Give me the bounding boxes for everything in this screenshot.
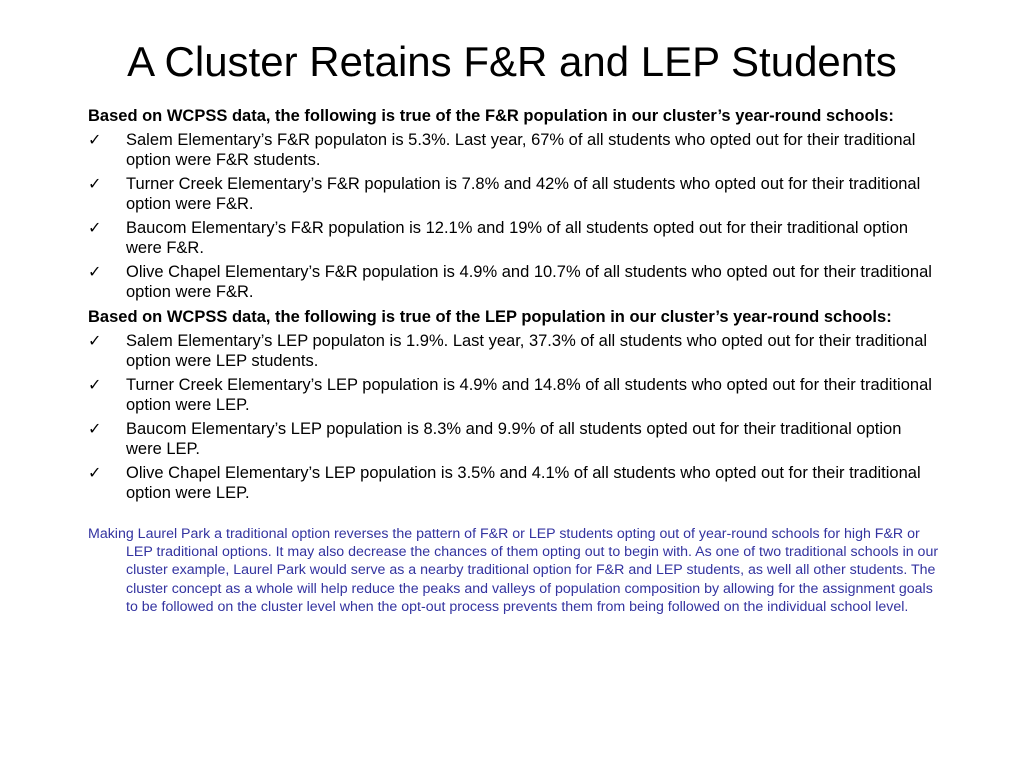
- check-icon: ✓: [88, 220, 102, 237]
- list-item-text: Baucom Elementary’s F&R population is 12.1% and 19% of all students opted out for their traditional option were F&R.: [126, 219, 909, 257]
- list-item: [88, 420, 940, 459]
- slide-title: A Cluster Retains F&R and LEP Students: [127, 38, 897, 85]
- list-item: [88, 464, 940, 503]
- list-item: [88, 219, 940, 258]
- list-item: [88, 131, 940, 170]
- lep-checklist: [88, 332, 940, 503]
- list-item: [88, 175, 940, 214]
- list-item-text: Salem Elementary’s LEP populaton is 1.9%. Last year, 37.3% of all students who opted out for their traditional option were LEP students.: [126, 332, 928, 370]
- check-icon: ✓: [88, 465, 102, 482]
- slide-content: [88, 106, 940, 616]
- list-item-text: Olive Chapel Elementary’s F&R population is 4.9% and 10.7% of all students who opted out for their traditional option were F&R.: [126, 263, 932, 301]
- list-item: [88, 376, 940, 415]
- check-icon: ✓: [88, 176, 102, 193]
- fr-checklist: [88, 131, 940, 302]
- list-item: [88, 332, 940, 371]
- check-icon: ✓: [88, 264, 102, 281]
- list-item-text: Turner Creek Elementary’s LEP population is 4.9% and 14.8% of all students who opted out for their traditional option were LEP.: [126, 376, 932, 414]
- list-item-text: Salem Elementary’s F&R populaton is 5.3%. Last year, 67% of all students who opted out for their traditional option were F&R students.: [126, 131, 916, 169]
- section-heading-lep: Based on WCPSS data, the following is true of the LEP population in our cluster’s year-round schools:: [88, 308, 892, 326]
- list-item: [88, 263, 940, 302]
- check-icon: ✓: [88, 421, 102, 438]
- list-item-text: Turner Creek Elementary’s F&R population is 7.8% and 42% of all students who opted out for their traditional option were F&R.: [126, 175, 921, 213]
- check-icon: ✓: [88, 132, 102, 149]
- list-item-text: Olive Chapel Elementary’s LEP population is 3.5% and 4.1% of all students who opted out for their traditional option were LEP.: [126, 464, 921, 502]
- section-heading-fr: Based on WCPSS data, the following is true of the F&R population in our cluster’s year-round schools:: [88, 107, 894, 125]
- summary-note: Making Laurel Park a traditional option reverses the pattern of F&R or LEP students opting out of year-round schools for high F&R or LEP traditional options. It may also decrease the chances of them opting out to begin with. As one of two traditional schools in our cluster example, Laurel Park would serve as a nearby traditional option for F&R and LEP students, as well all other students. The cluster concept as a whole will help reduce the peaks and valleys of population composition by allowing for the assignment goals to be followed on the cluster level when the opt-out process prevents them from being followed on the individual school level.: [88, 526, 939, 615]
- check-icon: ✓: [88, 377, 102, 394]
- check-icon: ✓: [88, 333, 102, 350]
- list-item-text: Baucom Elementary’s LEP population is 8.3% and 9.9% of all students opted out for their traditional option were LEP.: [126, 420, 902, 458]
